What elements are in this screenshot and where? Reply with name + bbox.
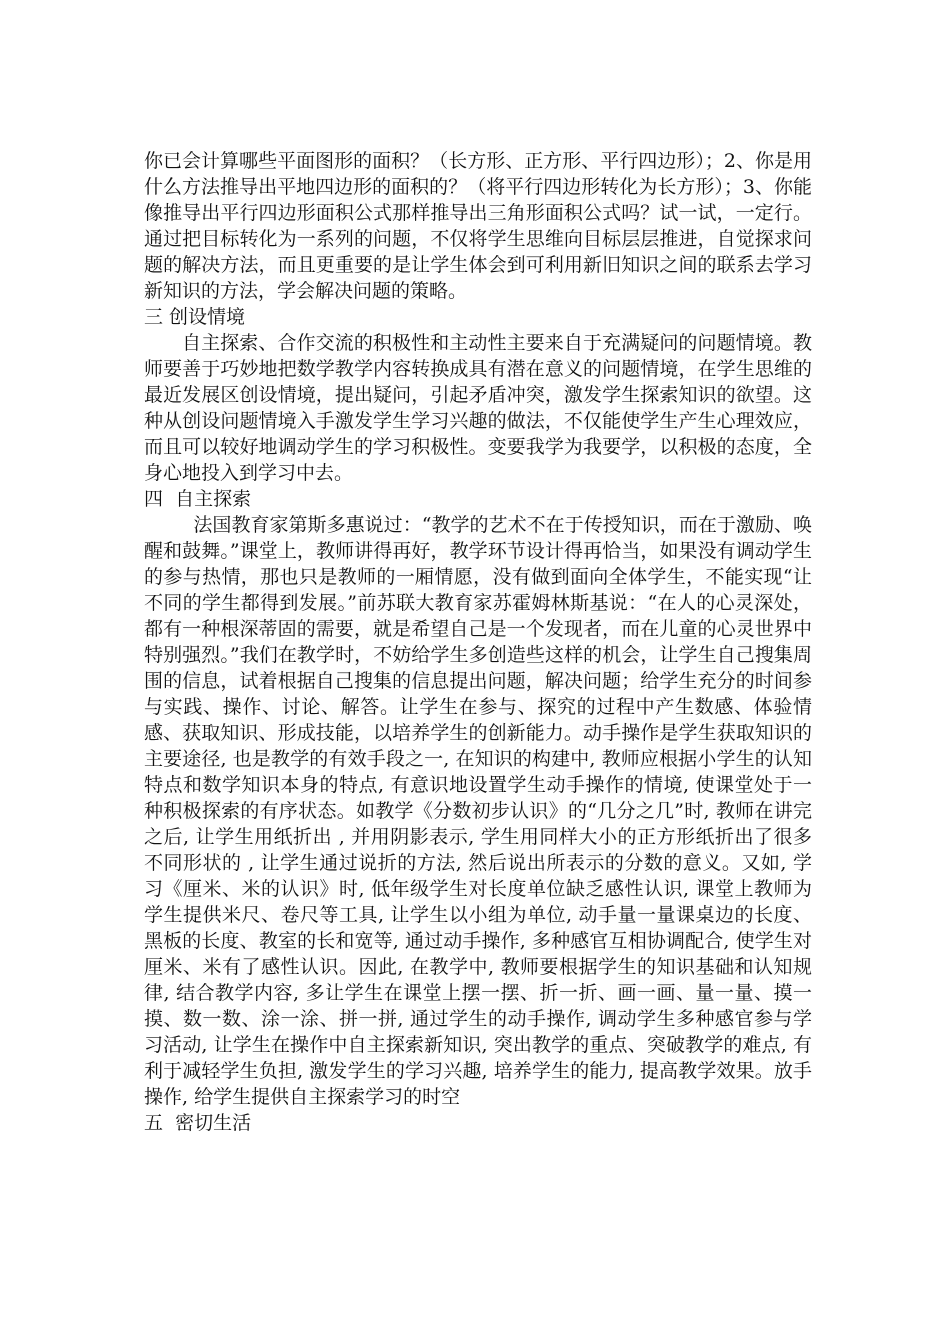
- section-heading-5: 五 密切生活: [144, 1112, 252, 1134]
- intro-paragraph: 你已会计算哪些平面图形的面积？（长方形、正方形、平行四边形）；2、你是用什么方法推导出平地四边形的面积的？（将平行四边形转化为长方形）；3、你能像推导出平行四边形面积公式那样推导出三角形面积公式吗？试一试，一定行。通过把目标转化为一系列的问题，不仅将学生思维向目标层层推进，自觉探求问题的解决方法，而且更重要的是让学生体会到可利用新旧知识之间的联系去学习新知识的方法，学会解决问题的策略。: [144, 150, 812, 302]
- section-body-4: 法国教育家第斯多惠说过：“教学的艺术不在于传授知识，而在于激励、唤醒和鼓舞。”课堂上，教师讲得再好，教学环节设计得再恰当，如果没有调动学生的参与热情，那也只是教师的一厢情愿，没有做到面向全体学生，不能实现“让不同的学生都得到发展。”前苏联大教育家苏霍姆林斯基说：“在人的心灵深处，都有一种根深蒂固的需要，就是希望自己是一个发现者，而在儿童的心灵世界中特别强烈。”我们在教学时，不妨给学生多创造些这样的机会，让学生自己搜集周围的信息，试着根据自己搜集的信息提出问题，解决问题；给学生充分的时间参与实践、操作、讨论、解答。让学生在参与、探究的过程中产生数感、体验情感、获取知识、形成技能，以培养学生的创新能力。动手操作是学生获取知识的主要途径, 也是教学的有效手段之一, 在知识的构建中, 教师应根据小学生的认知特点和数学知识本身的特点, 有意识地设置学生动手操作的情境, 使课堂处于一种积极探索的有序状态。如教学《分数初步认识》的“几分之几”时, 教师在讲完之后, 让学生用纸折出 , 并用阴影表示, 学生用同样大小的正方形纸折出了很多不同形状的 , 让学生通过说折的方法, 然后说出所表示的分数的意义。又如, 学习《厘米、米的认识》时, 低年级学生对长度单位缺乏感性认识, 课堂上教师为学生提供米尺、卷尺等工具, 让学生以小组为单位, 动手量一量课桌边的长度、黑板的长度、教室的长和宽等, 通过动手操作, 多种感官互相协调配合, 使学生对厘米、米有了感性认识。因此, 在教学中, 教师要根据学生的知识基础和认知规律, 结合教学内容, 多让学生在课堂上摆一摆、折一折、画一画、量一量、摸一摸、数一数、涂一涂、拼一拼, 通过学生的动手操作, 调动学生多种感官参与学习活动, 让学生在操作中自主探索新知识, 突出教学的重点、突破教学的难点, 有利于减轻学生负担, 激发学生的学习兴趣, 培养学生的能力, 提高教学效果。放手操作, 给学生提供自主探索学习的时空: [144, 514, 812, 1108]
- section-heading-4: 四 自主探索: [144, 488, 252, 510]
- section-heading-3: 三 创设情境: [144, 306, 246, 328]
- section-body-3: 自主探索、合作交流的积极性和主动性主要来自于充满疑问的问题情境。教师要善于巧妙地把数学教学内容转换成具有潜在意义的问题情境，在学生思维的最近发展区创设情境，提出疑问，引起矛盾冲突，激发学生探索知识的欲望。这种从创设问题情境入手激发学生学习兴趣的做法，不仅能使学生产生心理效应，而且可以较好地调动学生的学习积极性。变要我学为我要学，以积极的态度，全身心地投入到学习中去。: [144, 332, 812, 484]
- document-page: [144, 148, 812, 1136]
